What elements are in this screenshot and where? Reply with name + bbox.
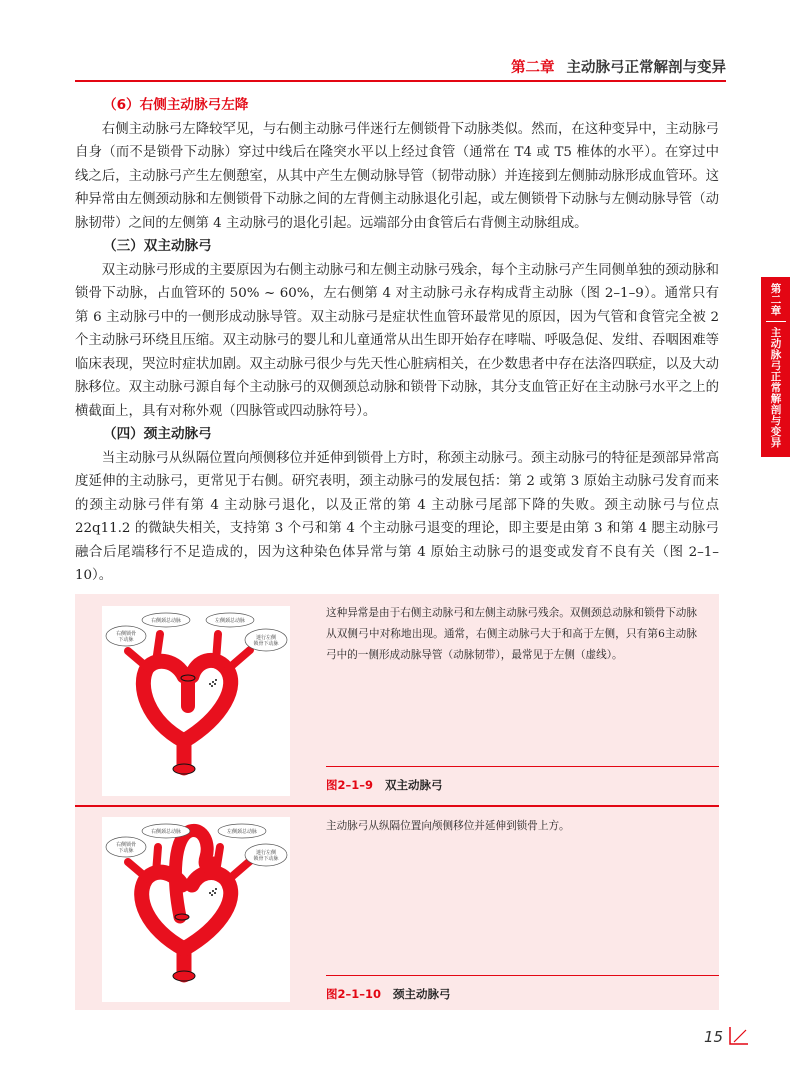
- figure-2-1-9: [75, 594, 719, 806]
- paragraph: 当主动脉弓从纵隔位置向颅侧移位并延伸到锁骨上方时，称颈主动脉弓。颈主动脉弓的特征是颈部异常高度延伸的主动脉弓，更常见于右侧。研究表明，颈主动脉弓的发展包括：第 2 或第 3 原始主动脉弓发育而来的颈主动脉弓伴有第 4 主动脉弓退化，以及正常的第 4 主动脉弓尾部下降的失败。颈主动脉弓与位点 22q11.2 的微缺失相关，支持第 3 个弓和第 4 个主动脉弓退变的理论，即主要是由第 3 和第 4 腮主动脉弓融合后尾端移行不足造成的，因为这种染色体异常与第 4 原始主动脉弓的退变或发育不良有关（图 2–1–10）。: [75, 450, 719, 583]
- aortic-arch-diagram: [102, 606, 290, 796]
- figure-2-1-10: [75, 807, 719, 1010]
- label-right-carotid: 右侧颈总动脉: [150, 829, 182, 835]
- label-right-subclavian: 右侧锁骨: [115, 631, 137, 637]
- header-chapter: 第二章: [511, 60, 555, 76]
- running-header: [511, 56, 726, 77]
- svg-text:锁骨下动脉: 锁骨下动脉: [253, 856, 279, 862]
- figure-title: 颈主动脉弓: [393, 987, 451, 1001]
- label-bubbles: [106, 613, 287, 651]
- figure-caption: [326, 766, 719, 793]
- figure-number: 图2–1–9: [326, 778, 374, 792]
- label-right-carotid: 右侧颈总动脉: [150, 618, 182, 624]
- section-heading: （6）右侧主动脉弓左降: [103, 97, 249, 113]
- vessels: [128, 634, 250, 768]
- figure-description: 主动脉弓从纵隔位置向颅侧移位并延伸到锁骨上方。: [326, 820, 570, 832]
- label-aberrant-left-subclavian: 迷行左侧: [255, 850, 277, 856]
- figure-title: 双主动脉弓: [385, 778, 443, 792]
- svg-text:下动脉: 下动脉: [118, 637, 134, 643]
- header-rule: [75, 80, 726, 82]
- page-number: 15: [704, 1028, 724, 1046]
- side-tab-chapter: 第二章: [769, 283, 782, 316]
- figure-caption: [326, 975, 719, 1002]
- chapter-side-tab: [761, 277, 790, 457]
- side-tab-title: 主动脉弓正常解剖与变异: [769, 327, 782, 448]
- label-right-subclavian: 右侧锁骨: [115, 842, 137, 848]
- figure-description: 这种异常是由于右侧主动脉弓和左侧主动脉弓残余。双侧颈总动脉和锁骨下动脉从双侧弓中对称地出现。通常，右侧主动脉弓大于和高于左侧，只有第6主动脉弓中的一侧形成动脉导管（动脉韧带），最常见于左侧（虚线）。: [326, 607, 697, 661]
- label-left-carotid: 左侧颈总动脉: [214, 618, 246, 624]
- section-heading: （四）颈主动脉弓: [103, 426, 212, 442]
- svg-text:锁骨下动脉: 锁骨下动脉: [253, 641, 279, 647]
- double-aortic-arch-illustration: [102, 606, 290, 796]
- cervical-aortic-arch-illustration: [102, 817, 290, 1002]
- side-tab-separator: [766, 321, 786, 322]
- paragraph: 双主动脉弓形成的主要原因为右侧主动脉弓和左侧主动脉弓残余，每个主动脉弓产生同侧单独的颈动脉和锁骨下动脉，占血管环的 50% ~ 60%，左右侧第 4 对主动脉弓永存构成背主动脉（图 2–1–9）。通常只有第 6 主动脉弓中的一侧形成动脉导管。双主动脉弓是症状性血管环最常见的原因，因为气管和食管完全被 2 个主动脉弓环绕且压缩。双主动脉弓的婴儿和儿童通常从出生即开始存在哮喘、呼吸急促、发绀、吞咽困难等临床表现，哭泣时症状加剧。双主动脉弓很少与先天性心脏病相关，在少数患者中存在法洛四联症，以及大动脉移位。双主动脉弓源自每个主动脉弓的双侧颈总动脉和锁骨下动脉，其分支血管正好在主动脉弓水平之上的横截面上，具有对称外观（四脉管或四动脉符号）。: [75, 262, 719, 419]
- corner-decoration-icon: [728, 1026, 750, 1046]
- page-header: [0, 0, 790, 82]
- section-heading: （三）双主动脉弓: [103, 238, 212, 254]
- label-aberrant-left-subclavian: 迷行左侧: [255, 635, 277, 641]
- figure-number: 图2–1–10: [326, 987, 382, 1001]
- body-text: [75, 94, 719, 588]
- label-left-carotid: 左侧颈总动脉: [226, 829, 258, 835]
- paragraph: 右侧主动脉弓左降较罕见，与右侧主动脉弓伴迷行左侧锁骨下动脉类似。然而，在这种变异中，主动脉弓自身（而不是锁骨下动脉）穿过中线后在隆突水平以上经过食管（通常在 T4 或 T5 椎体的水平）。在穿过中线之后，主动脉弓产生左侧憩室，从其中产生左侧动脉导管（韧带动脉）并连接到左侧肺动脉形成血管环。这种异常由左侧颈动脉和左侧锁骨下动脉之间的左背侧主动脉退化引起，或左侧锁骨下动脉与左侧动脉导管（动脉韧带）之间的左侧第 4 主动脉弓的退化引起。远端部分由食管后右背侧主动脉组成。: [75, 121, 719, 231]
- svg-text:下动脉: 下动脉: [118, 848, 134, 854]
- vessels: [128, 830, 250, 975]
- aortic-arch-diagram: [102, 817, 290, 1002]
- header-title: 主动脉弓正常解剖与变异: [566, 60, 726, 76]
